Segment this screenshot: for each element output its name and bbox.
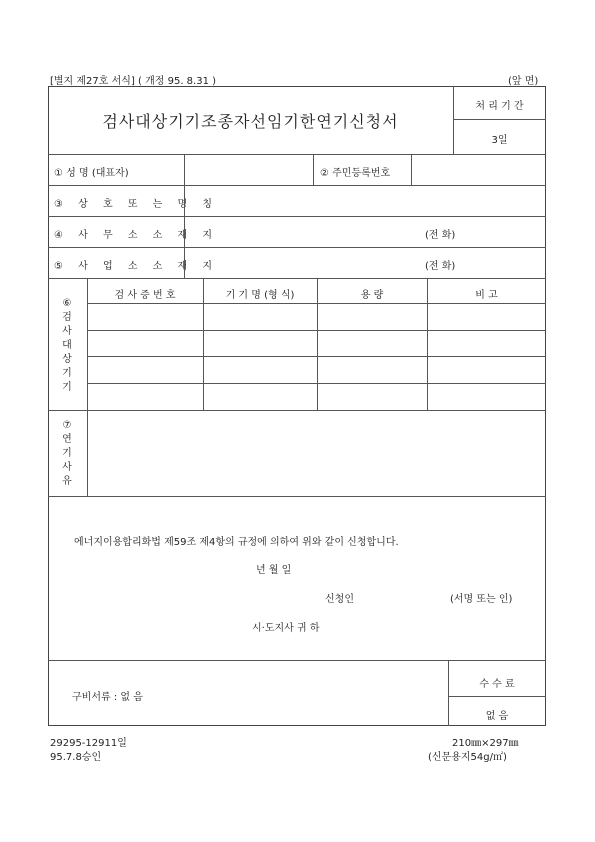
form-number: [별지 제27호 서식] ( 개정 95. 8.31 ) [50, 76, 217, 87]
table-row[interactable] [88, 304, 546, 330]
approval-date: 95.7.8승인 [50, 752, 102, 763]
declaration-statement: 에너지이용합리화법 제59조 제4항의 규정에 의하여 위와 같이 신청합니다. [74, 537, 399, 548]
table-row[interactable] [88, 331, 546, 356]
office-phone-label: (전 화) [425, 230, 456, 241]
form-code: 29295-12911일 [50, 738, 127, 749]
processing-period-value: 3일 [491, 135, 508, 146]
col-equipment-name: 기 기 명 (형 식) [225, 290, 295, 301]
signature-label: (서명 또는 인) [450, 594, 513, 605]
office-address-field[interactable] [186, 218, 416, 245]
paper-size: 210㎜×297㎜ [452, 738, 519, 749]
col-capacity: 용 량 [360, 290, 384, 301]
page-side: (앞 면) [508, 76, 539, 87]
title-cell [48, 86, 453, 154]
form-title: 검사대상기기조종자선임기한연기신청서 [102, 111, 399, 131]
reason-field[interactable] [88, 411, 546, 495]
table-row[interactable] [88, 384, 546, 410]
paper-type: (신문용지54g/㎡) [428, 752, 507, 763]
applicant-label: 신청인 [325, 594, 354, 605]
name-field[interactable] [186, 156, 312, 183]
required-documents: 구비서류 : 없 음 [72, 692, 143, 703]
business-name-label: ③ 상 호 또 는 명 칭 [54, 199, 218, 210]
col-inspection-cert-no: 검 사 증 번 호 [114, 290, 176, 301]
table-row[interactable] [88, 357, 546, 383]
business-name-field[interactable] [186, 187, 544, 214]
fee-label: 수 수 료 [479, 679, 515, 690]
resident-number-label: ② 주민등록번호 [320, 168, 391, 179]
office-address-label: ④ 사 무 소 소 재 지 [54, 230, 218, 241]
site-phone-label: (전 화) [425, 261, 456, 272]
col-remarks: 비 고 [475, 290, 498, 301]
equipment-section-label: ⑥ 검 사 대 상 기 기 [62, 298, 72, 393]
addressee: 시·도지사 귀 하 [252, 623, 320, 634]
site-address-label: ⑤ 사 업 소 소 재 지 [54, 261, 218, 272]
processing-period-label: 처 리 기 간 [475, 101, 524, 112]
resident-number-field[interactable] [413, 156, 544, 183]
name-label: ① 성 명 (대표자) [54, 168, 129, 179]
date-line: 년 월 일 [256, 565, 292, 576]
site-address-field[interactable] [186, 249, 416, 276]
fee-value: 없 음 [485, 711, 509, 722]
reason-section-label: ⑦ 연 기 사 유 [62, 420, 72, 487]
